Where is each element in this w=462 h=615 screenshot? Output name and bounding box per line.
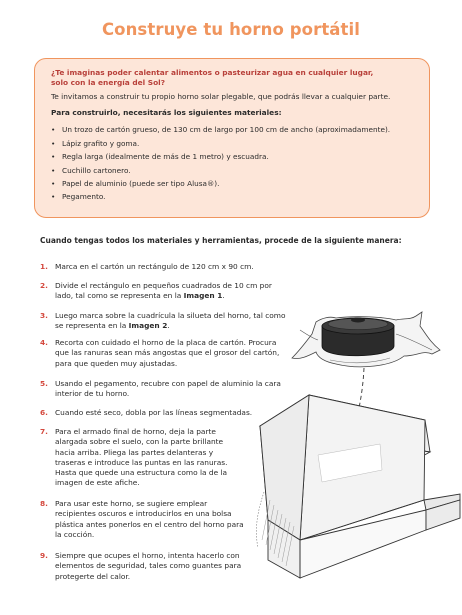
intro-question: ¿Te imaginas poder calentar alimentos o pasteurizar agua en cualquier lugar, solo con la energía del Sol? [51, 68, 374, 88]
material-item: • Cuchillo cartonero. [51, 164, 417, 177]
material-item: • Pegamento. [51, 190, 417, 203]
page-title: Construye tu horno portátil [101, 20, 361, 39]
bullet-icon: • [51, 192, 56, 202]
step-item: 7. Para el armado final de horno, deja la parte alargada sobre el suelo, con la parte brillante hacia arriba. Pliega las partes delanteras y traseras e introduce las puntas en las ranuras. Hasta que quede una estructura como la de la imagen de este afiche. [40, 427, 228, 488]
step-item: 8. Para usar este horno, se sugiere emplear recipientes oscuros e introducirlos en una bolsa plástica antes ponerlos en el centro del horno para la cocción. [40, 499, 244, 539]
step-item: 3. Luego marca sobre la cuadrícula la silueta del horno, tal como se representa en la Imagen 2. [40, 311, 286, 331]
materials-heading: Para construirlo, necesitarás los siguientes materiales: [51, 108, 282, 118]
material-item: • Papel de aluminio (puede ser tipo Alusa®). [51, 177, 417, 190]
bullet-icon: • [51, 125, 56, 135]
step-item: 1. Marca en el cartón un rectángulo de 120 cm x 90 cm. [40, 262, 254, 271]
bullet-icon: • [51, 165, 56, 175]
pot-in-bag-illustration [292, 312, 440, 367]
step-item: 2. Divide el rectángulo en pequeños cuadrados de 10 cm por lado, tal como se representa en la Imagen 1. [40, 281, 272, 301]
bullet-icon: • [51, 152, 56, 162]
material-item: • Lápiz grafito y goma. [51, 137, 417, 150]
solar-oven-illustration [256, 395, 460, 578]
step-item: 6. Cuando esté seco, dobla por las líneas segmentadas. [40, 408, 253, 417]
step-item: 4. Recorta con cuidado el horno de la placa de cartón. Procura que las ranuras sean más angostas que el grosor del cartón, para que queden muy ajustadas. [40, 338, 280, 368]
bullet-icon: • [51, 179, 56, 189]
steps-heading: Cuando tengas todos los materiales y herramientas, procede de la siguiente manera: [40, 236, 402, 245]
step-item: 5. Usando el pegamento, recubre con papel de aluminio la cara interior de tu horno. [40, 379, 281, 399]
material-item: • Un trozo de cartón grueso, de 130 cm de largo por 100 cm de ancho (aproximadamente). [51, 123, 417, 136]
material-item: • Regla larga (idealmente de más de 1 metro) y escuadra. [51, 150, 417, 163]
step-item: 9. Siempre que ocupes el horno, intenta hacerlo con elementos de seguridad, tales como guantes para protegerte del calor. [40, 551, 242, 581]
bullet-icon: • [51, 138, 56, 148]
intro-text: Te invitamos a construir tu propio horno solar plegable, que podrás llevar a cualquier parte. [51, 92, 391, 102]
